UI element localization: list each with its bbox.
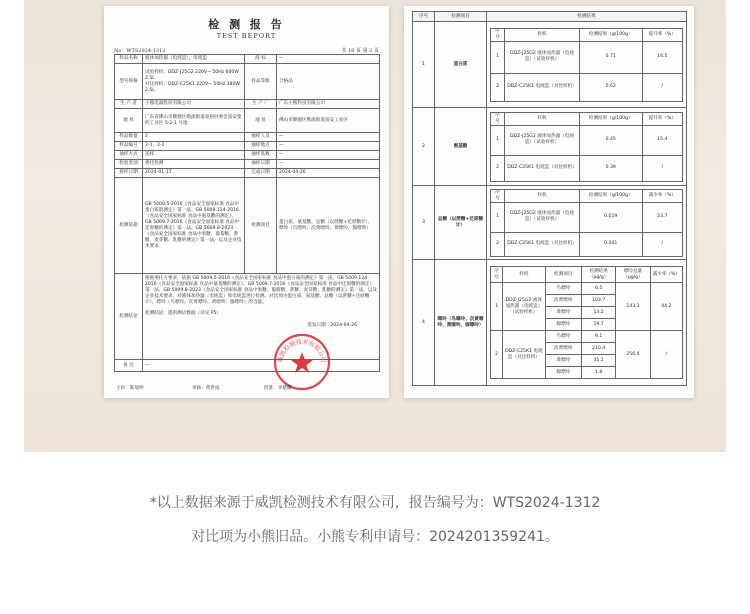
- sub-rate: /: [642, 73, 682, 101]
- purine-name: 鸟嘌呤: [545, 331, 581, 343]
- sub-rate: /: [642, 155, 682, 181]
- table-label: 抽样人员: [245, 133, 277, 142]
- report-title: 检 测 报 告: [208, 18, 285, 31]
- table-value: 试验样机：DDZ-J25G2 220V~ 50Hz 600W 2.5L 对比样机：DDZ-C25K1 220V~ 50Hz 380W 2.5L: [143, 64, 245, 100]
- table-value: —: [277, 151, 380, 160]
- footnote-comparison: 对比项为小熊旧品。小熊专利申请号：2024201359241。: [191, 529, 559, 545]
- row-seq: 2: [413, 108, 435, 186]
- stamp-text: 威凯检测技术有限公司: [276, 338, 328, 364]
- sugar-subtable-cell: [487, 186, 687, 260]
- row-seq: 1: [413, 22, 435, 108]
- test-report-page-left: [104, 6, 389, 398]
- purine-subtable-cell: [487, 260, 687, 386]
- sub-sample: DDZ-C25K1 电炖盅（对比样机）: [505, 232, 580, 256]
- table-label: 检测依据: [115, 178, 143, 274]
- purine-value: 19.7: [581, 319, 615, 331]
- table-value: 送样: [143, 151, 245, 160]
- table-label: 生 产 者: [115, 100, 143, 109]
- table-label: 完成日期: [245, 169, 277, 178]
- sub-no: 2: [491, 155, 505, 181]
- sub-no: 1: [491, 41, 505, 73]
- sub-no: 2: [491, 73, 505, 101]
- purine-value: 35.1: [581, 355, 615, 367]
- purine-name: 次黄嘌呤: [545, 295, 581, 307]
- table-value: 液体加热器（电炖盅），电炖盅: [143, 55, 245, 64]
- purine-value: 6.5: [581, 283, 615, 295]
- item-protein: 蛋白质: [435, 22, 487, 108]
- reviewer-signature: 审核：黄世成: [192, 386, 220, 391]
- table-label: 抽样方式: [115, 151, 143, 160]
- sub-sample: DDZ-J25G2 液体加热器（电炖盅）（试验样机）: [503, 283, 545, 331]
- sub-value: 0.62: [579, 73, 642, 101]
- sign-date: 签发日期：2024-04-26: [307, 323, 357, 328]
- sub-sample: DDZ-C25K1 电炖盅（对比样机）: [505, 73, 580, 101]
- row-seq: 4: [413, 260, 435, 386]
- table-value: —: [277, 160, 380, 169]
- table-label: 地 址: [115, 109, 143, 133]
- sub-header: 减少率（%）: [650, 267, 682, 283]
- purine-name: 鸟嘌呤: [545, 283, 581, 295]
- footnote-source: *以上数据来源于威凯检测技术有限公司，报告编号为：WTS2024-1312: [149, 495, 601, 511]
- header-result: 检测结果: [487, 12, 687, 22]
- sub-header: 检测结果（μg/g）: [581, 267, 615, 283]
- table-value: 合格品: [277, 64, 380, 100]
- table-label: 样品编号: [115, 142, 143, 151]
- sub-rate: 15.4: [642, 125, 682, 155]
- purine-value: 103.7: [581, 295, 615, 307]
- table-value: 委托检测: [143, 160, 245, 169]
- report-number: No：WTS2024-1312: [114, 48, 166, 54]
- table-value: 蛋白质、氨基酸、总糖（以蔗糖+还原糖计）、嘌呤（鸟嘌呤、次黄嘌呤、黄嘌呤、腺嘌呤）: [277, 178, 380, 274]
- sub-header: 样机: [505, 28, 580, 41]
- table-value: 2024-04-26: [277, 169, 380, 178]
- table-label: 样品名称: [115, 55, 143, 64]
- table-value: 2-1、2-2: [143, 142, 245, 151]
- purine-total: 256.4: [616, 331, 650, 379]
- purine-name: 黄嘌呤: [545, 355, 581, 367]
- sub-sample: DDZ-C25K1 电炖盅（对比样机）: [503, 331, 545, 379]
- table-label: 地 址: [245, 109, 277, 133]
- sub-no: 1: [491, 125, 505, 155]
- table-label: 抽样地点: [245, 142, 277, 151]
- table-label: 商 标: [245, 55, 277, 64]
- sub-header: 样机: [505, 189, 580, 202]
- table-label: 检验类别: [115, 160, 143, 169]
- sub-header: 检测结果（g/100g）: [579, 112, 642, 125]
- sub-no: 1: [491, 283, 503, 331]
- table-label: 抽样日期: [245, 160, 277, 169]
- approver-signature: 批准：李楚麟: [264, 386, 292, 391]
- official-seal-stamp: [272, 332, 332, 392]
- purine-value: 9.1: [581, 331, 615, 343]
- sub-header: 序号: [491, 189, 505, 202]
- purine-rate: 44.2: [650, 283, 682, 331]
- table-label: 检测项目: [245, 178, 277, 274]
- table-label: 样品等级: [245, 64, 277, 100]
- sub-header: 检测项目: [545, 267, 581, 283]
- sub-no: 1: [491, 202, 505, 232]
- sub-header: 减少率（%）: [642, 189, 682, 202]
- page-number: 共 10 页 第 2 页: [341, 48, 379, 54]
- amino-subtable: [490, 112, 683, 182]
- conclusion-text: 根据委托方要求，依据 GB 5009.5-2016《食品安全国家标准 食品中蛋白质的测定》第一法、GB 5009.124-2016《食品安全国家标准 食品中氨基酸的测定》、GB 5009.7-2016《食品安全国家标准 食品中还原糖的测定》第一法、GB 5009.8-2023《食品安全国家标准 食品中果糖、葡萄糖、蔗糖、麦芽糖、乳糖的测定》第一法，以及企业技术要求，对液体加热器（电炖盅）和电炖盅进行检测。对比项为蛋白质、氨基酸、总糖（以蔗糖+还原糖计）、嘌呤（鸟嘌呤、次黄嘌呤、黄嘌呤、腺嘌呤）的含量。: [145, 276, 377, 305]
- purine-value: 1.8: [581, 367, 615, 379]
- table-value: —: [277, 142, 380, 151]
- purine-rate: /: [650, 331, 682, 379]
- sub-header: 样机: [503, 267, 545, 283]
- protein-subtable-cell: [487, 22, 687, 108]
- report-info-table: [114, 54, 380, 372]
- table-label: 生 产 厂: [245, 100, 277, 109]
- purine-name: 次黄嘌呤: [545, 343, 581, 355]
- table-value: GB 5009.5-2016《食品安全国家标准 食品中蛋白质的测定》第一法、GB 5009.124-2016《食品安全国家标准 食品中氨基酸的测定》、GB 5009.7-2016《食品安全国家标准 食品中还原糖的测定》第一法、GB 5009.8-2023《食品安全国家标准 食品中果糖、葡萄糖、蔗糖、麦芽糖、乳糖的测定》第一法，以及企业技术要求: [143, 178, 245, 274]
- sub-header: 嘌呤总量（μg/g）: [616, 267, 650, 283]
- table-value: —: [143, 360, 380, 372]
- header-seq: 序号: [413, 12, 435, 22]
- purine-value: 13.2: [581, 307, 615, 319]
- sub-header: 检测结果（g/100g）: [579, 28, 642, 41]
- sub-no: 2: [491, 232, 505, 256]
- sub-header: 提升率（%）: [642, 112, 682, 125]
- purine-name: 腺嘌呤: [545, 319, 581, 331]
- purine-value: 210.4: [581, 343, 615, 355]
- table-value: 2024-01-17: [143, 169, 245, 178]
- table-label: 接样日期: [115, 169, 143, 178]
- amino-subtable-cell: [487, 108, 687, 186]
- sub-rate: 53.7: [642, 202, 682, 232]
- table-value: 广东小熊科技有限公司: [277, 100, 380, 109]
- header-item: 检测项目: [435, 12, 487, 22]
- table-value: 佛山市顺德区勒流街道富安工业区: [277, 109, 380, 133]
- table-label: 备 注: [115, 360, 143, 372]
- sub-value: 0.45: [579, 125, 642, 155]
- table-value: 广东省佛山市顺德区勒流街道富裕村委会富安集约工业区 5-2-1 号地: [143, 109, 245, 133]
- item-purine: 嘌呤（鸟嘌呤、次黄嘌呤、黄嘌呤、腺嘌呤）: [435, 260, 487, 386]
- sub-value: 0.71: [579, 41, 642, 73]
- sub-rate: 14.5: [642, 41, 682, 73]
- sub-sample: DDZ-J25G2 液体加热器（电炖盅）（试验样机）: [505, 125, 580, 155]
- purine-name: 黄嘌呤: [545, 307, 581, 319]
- test-report-page-right: [404, 6, 694, 398]
- table-label: 检测结论: [115, 274, 143, 360]
- report-panel: [24, 0, 726, 452]
- sub-header: 序号: [491, 28, 505, 41]
- sub-value: 0.019: [579, 202, 642, 232]
- sub-value: 0.39: [579, 155, 642, 181]
- sub-header: 提升率（%）: [642, 28, 682, 41]
- sub-value: 0.041: [579, 232, 642, 256]
- sub-sample: DDZ-C25K1 电炖盅（对比样机）: [505, 155, 580, 181]
- table-value: —: [277, 133, 380, 142]
- row-seq: 3: [413, 186, 435, 260]
- sub-header: 序号: [491, 112, 505, 125]
- conclusion-cell: [143, 274, 380, 360]
- sub-header: 序号: [491, 267, 503, 283]
- item-total-sugar: 总糖（以蔗糖+还原糖计）: [435, 186, 487, 260]
- sub-sample: DDZ-J25G2 液体加热器（电炖盅）（试验样机）: [505, 41, 580, 73]
- table-value: 2: [143, 133, 245, 142]
- purine-total: 143.1: [616, 283, 650, 331]
- results-table: [412, 11, 687, 386]
- table-value: —: [277, 55, 380, 64]
- sub-sample: DDZ-J25G2 液体加热器（电炖盅）（试验样机）: [505, 202, 580, 232]
- sub-header: 样机: [505, 112, 580, 125]
- sub-header: 检测结果（g/100g）: [579, 189, 642, 202]
- purine-name: 腺嘌呤: [545, 367, 581, 379]
- report-subtitle: TEST REPORT: [216, 32, 277, 40]
- sugar-subtable: [490, 189, 683, 257]
- protein-subtable: [490, 28, 683, 102]
- purine-subtable: [490, 266, 683, 379]
- sub-no: 2: [491, 331, 503, 379]
- item-amino-acid: 氨基酸: [435, 108, 487, 186]
- table-label: 型号规格: [115, 64, 143, 100]
- data-note: 检测结论：提供测试数据（详见 P5）: [145, 311, 222, 316]
- sub-rate: /: [642, 232, 682, 256]
- table-label: 抽样基数: [245, 151, 277, 160]
- inspector-signature: 主检：陈瑞坤: [116, 386, 144, 391]
- table-label: 样品数量: [115, 133, 143, 142]
- table-value: 小熊电器股份有限公司: [143, 100, 245, 109]
